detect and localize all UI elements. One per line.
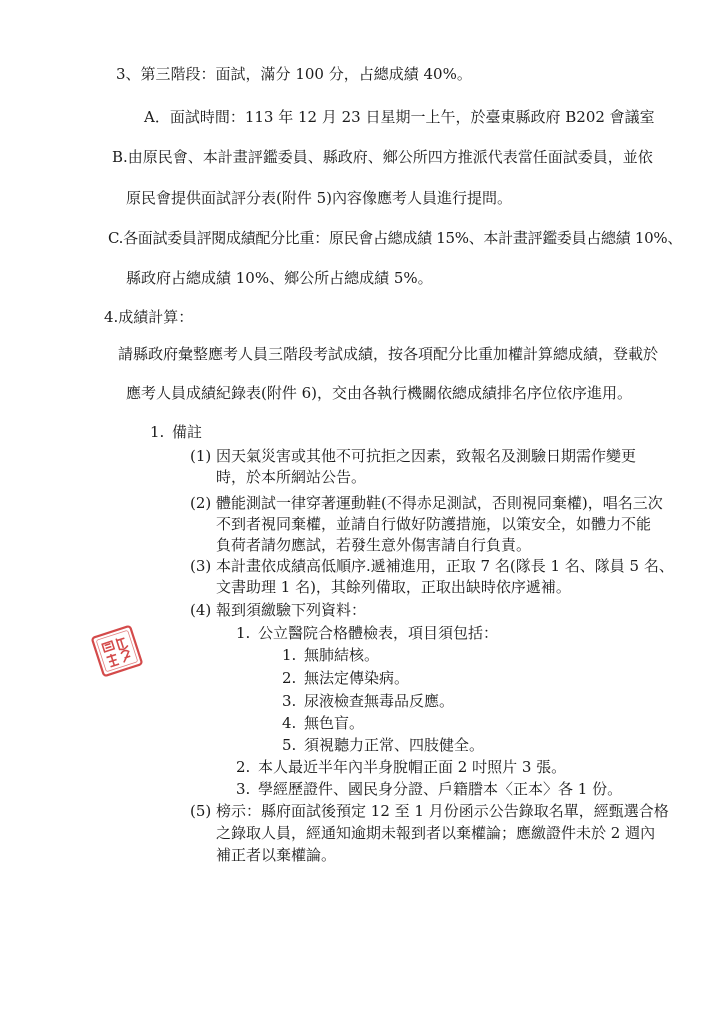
note-4-marker: (4) [190,601,212,619]
note-3-marker: (3) [190,557,212,575]
interview-committee-line-1: B.由原民會、本計畫評鑑委員、縣政府、鄉公所四方推派代表當任面試委員，並依 [112,148,653,166]
document-item-2: 2. 本人最近半年內半身脫帽正面 2 吋照片 3 張。 [236,758,567,776]
score-calc-line-2: 應考人員成績紀錄表(附件 6)，交由各執行機關依總成績排名序位依序進用。 [126,384,633,402]
checkup-item-3: 3. 尿液檢查無毒品反應。 [282,692,455,710]
checkup-item-5: 5. 須視聽力正常、四肢健全。 [282,736,485,754]
notes-marker: 1. [150,423,165,441]
note-1-line-1: (1) 因天氣災害或其他不可抗拒之因素，致報名及測驗日期需作變更 [190,447,637,465]
note-5-marker: (5) [190,802,212,820]
note-3-line-1: (3) 本計畫依成績高低順序.遞補進用，正取 7 名(隊長 1 名、隊員 5 名、 [190,557,674,575]
score-calc-line-1: 請縣政府彙整應考人員三階段考試成績，按各項配分比重加權計算總成績，登載於 [118,345,659,363]
score-weight-line-1: C.各面試委員評閱成績配分比重：原民會占總成績 15%、本計畫評鑑委員占總績 10%、 [108,229,683,247]
note-2-marker: (2) [190,494,212,512]
note-3-line-2: 文書助理 1 名)，其餘列備取，正取出缺時依序遞補。 [216,578,571,596]
score-weight-line-2: 縣政府占總成績 10%、鄉公所占總成績 5%。 [126,269,433,287]
checkup-item-2: 2. 無法定傳染病。 [282,669,410,687]
document-item-3: 3. 學經歷證件、國民身分證、戶籍謄本〈正本〉各 1 份。 [236,780,623,798]
document-item-1: 1. 公立醫院合格體檢表，項目須包括： [236,624,499,642]
section-3-heading: 3、第三階段：面試，滿分 100 分，占總成績 40%。 [116,65,472,83]
note-5-line-1: (5) 榜示：縣府面試後預定 12 至 1 月份函示公告錄取名單，經甄選合格 [190,802,669,820]
notes-heading [150,423,202,441]
note-5-line-3: 補正者以棄權論。 [216,846,337,864]
checkup-item-1: 1. 無肺結核。 [282,646,380,664]
red-seal-stamp [88,622,146,680]
note-1-line-2: 時，於本所網站公告。 [216,468,367,486]
checkup-item-4: 4. 無色盲。 [282,714,365,732]
note-2-line-1: (2) 體能測試一律穿著運動鞋(不得赤足測試，否則視同棄權)，唱名三次 [190,494,663,512]
interview-time: A．面試時間：113 年 12 月 23 日星期一上午，於臺東縣政府 B202 會議室 [144,108,655,126]
note-5-line-2: 之錄取人員，經通知逾期未報到者以棄權論；應繳證件未於 2 週內 [216,824,656,842]
note-1-marker: (1) [190,447,212,465]
note-2-line-3: 負荷者請勿應試，若發生意外傷害請自行負責。 [216,536,532,554]
interview-committee-line-2: 原民會提供面試評分表(附件 5)內容像應考人員進行提問。 [126,189,513,207]
note-4-line-1: (4) 報到須繳驗下列資料： [190,601,367,619]
section-4-heading: 4.成績計算： [104,308,194,326]
note-2-line-2: 不到者視同棄權，並請自行做好防護措施，以策安全，如體力不能 [216,515,652,533]
notes-title: 備註 [172,423,203,441]
